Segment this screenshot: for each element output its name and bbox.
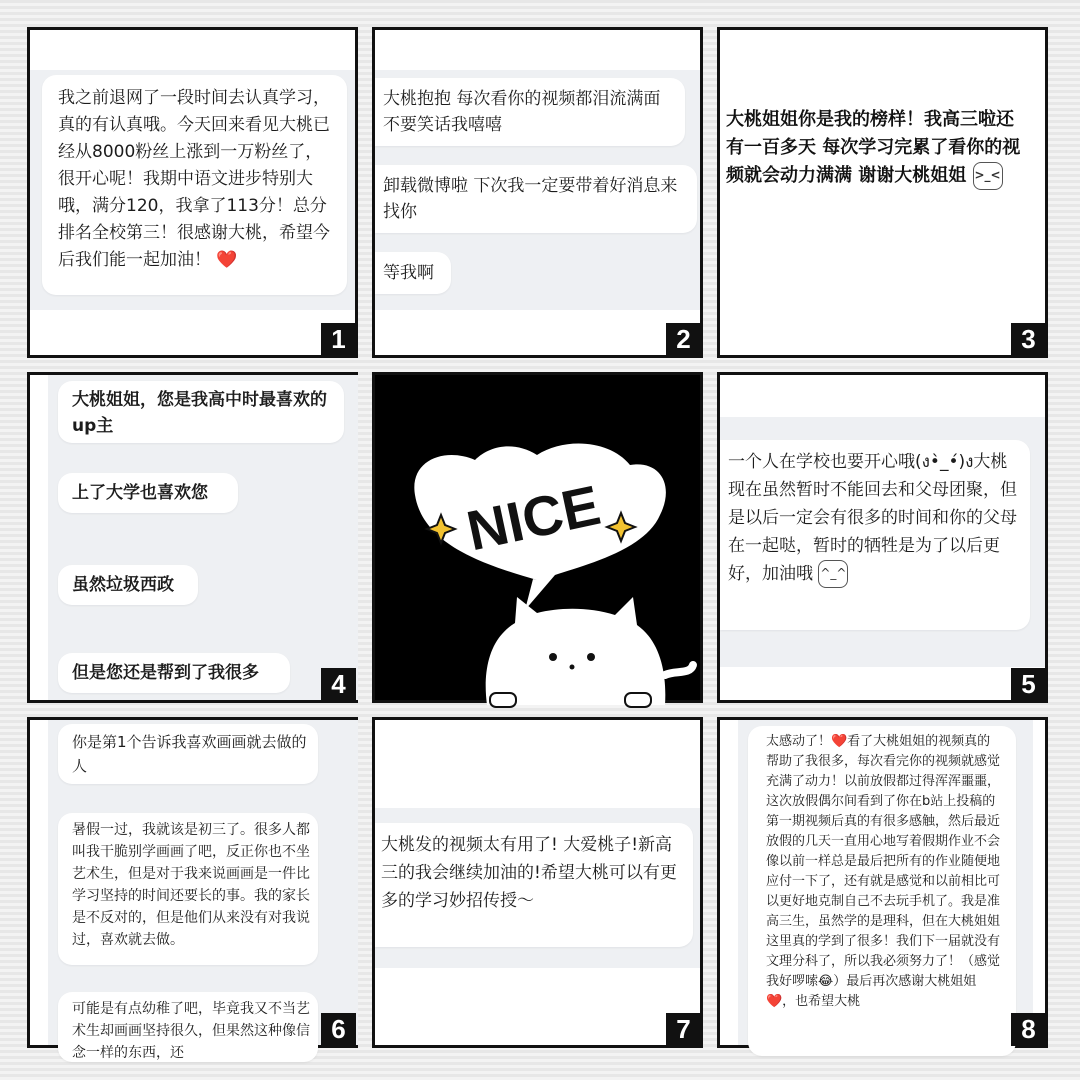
- cat-body-shape: [486, 597, 666, 705]
- message-bubble: [720, 440, 1030, 630]
- cute-face-emoji-icon: ^_^: [818, 560, 848, 588]
- message-text: 虽然垃圾西政: [72, 575, 174, 595]
- message-text: 卸载微博啦 下次我一定要带着好消息来找你: [383, 176, 678, 222]
- message-bubble: [58, 473, 238, 513]
- panel-1: [27, 27, 358, 358]
- message-text: 大桃抱抱 每次看你的视频都泪流满面 不要笑话我嘻嘻: [383, 89, 661, 135]
- center-decoration-panel: [372, 372, 703, 703]
- cat-nose: [570, 665, 575, 670]
- message-bubble: [748, 726, 1016, 1056]
- panel-number: 4: [321, 668, 356, 701]
- message-text: 上了大学也喜欢您: [72, 483, 208, 503]
- message-text: 大桃发的视频太有用了! 大爱桃子!新高三的我会继续加油的!希望大桃可以有更多的学习妙招传授～: [381, 835, 677, 911]
- message-bubble: [58, 381, 344, 443]
- message-text: 你是第1个告诉我喜欢画画就去做的人: [72, 733, 307, 775]
- message-text: 我之前退网了一段时间去认真学习，真的有认真哦。今天回来看见大桃已经从8000粉丝上涨到一万粉丝了，很开心呢！我期中语文进步特别大哦，满分120，我拿了113分！总分排名全校第三！很感谢大桃，希望今后我们能一起加油！: [58, 88, 330, 270]
- message-text: 可能是有点幼稚了吧，毕竟我又不当艺术生却画画坚持很久，但果然这种像信念一样的东西，还: [72, 1001, 310, 1061]
- message-text: 暑假一过，我就该是初三了。很多人都叫我干脆别学画画了吧，反正你也不坐艺术生，但是对于我来说画画是一件比学习坚持的时间还要长的事。我的家长是不反对的，但是他们从来没有对我说过，喜欢就去做。: [72, 822, 310, 948]
- message-text: 一个人在学校也要开心哦(ง•̀_•́)ง大桃现在虽然暂时不能回去和父母团聚，但是以后一定会有很多的时间和你的父母在一起哒，暂时的牺牲是为了以后更好，加油哦: [728, 452, 1017, 584]
- panel-5: [717, 372, 1048, 703]
- panel-number: 7: [666, 1013, 701, 1046]
- panel-number: 1: [321, 323, 356, 356]
- panel-number: 5: [1011, 668, 1046, 701]
- cat-eye: [587, 653, 595, 661]
- panel-4: [27, 372, 358, 703]
- cute-face-emoji-icon: >_<: [973, 162, 1003, 190]
- message-text: 但是您还是帮到了我很多: [72, 663, 259, 683]
- message-bubble: [375, 78, 685, 146]
- panel-number: 8: [1011, 1013, 1046, 1046]
- nice-cat-illustration: [375, 375, 700, 700]
- message-bubble: [375, 823, 693, 947]
- panel-number: 2: [666, 323, 701, 356]
- message-bubble: [58, 992, 318, 1062]
- panel-number: 6: [321, 1013, 356, 1046]
- message-bubble: [42, 75, 347, 295]
- message-bubble: [375, 252, 451, 294]
- message-text: 太感动了！❤️看了大桃姐姐的视频真的帮助了我很多，每次看完你的视频就感觉充满了动力！以前放假都过得浑浑噩噩，这次放假偶尔间看到了你在b站上投稿的第一期视频后真的有很多感触，然后最近放假的几天一直用心地写着假期作业不会像以前一样总是最后把所有的作业随便地应付一下了，还有就是感觉和以前相比可以更好地克制自己不去玩手机了。我是准高三生，虽然学的是理科，但在大桃姐姐这里真的学到了很多！我们下一届就没有文理分科了，所以我必须努力了！（感觉我好啰嗦😂）最后再次感谢大桃姐姐❤️，也希望大桃: [766, 734, 1001, 1009]
- panel-6: [27, 717, 358, 1061]
- message-bubble: [375, 165, 697, 233]
- panel-number: 3: [1011, 323, 1046, 356]
- message-bubble: [58, 565, 198, 605]
- nice-text: NICE: [461, 472, 606, 563]
- message-bubble: [58, 653, 290, 693]
- message-bubble: [58, 813, 318, 965]
- message-text: 大桃姐姐你是我的榜样！我高三啦还有一百多天 每次学习完累了看你的视频就会动力满满 谢谢大桃姐姐: [726, 109, 1021, 186]
- message-text: 大桃姐姐，您是我高中时最喜欢的up主: [72, 390, 327, 436]
- message-text: 等我啊: [383, 263, 434, 283]
- panel-8: [717, 717, 1048, 1048]
- cat-tail-shape: [665, 665, 693, 675]
- cat-paw: [490, 693, 516, 707]
- heart-icon: ❤️: [216, 250, 238, 270]
- panel-3: [717, 27, 1048, 358]
- message-bubble: [58, 724, 318, 784]
- panel-7: [372, 717, 703, 1048]
- cat-paw: [625, 693, 651, 707]
- panel-2: [372, 27, 703, 358]
- cat-eye: [549, 653, 557, 661]
